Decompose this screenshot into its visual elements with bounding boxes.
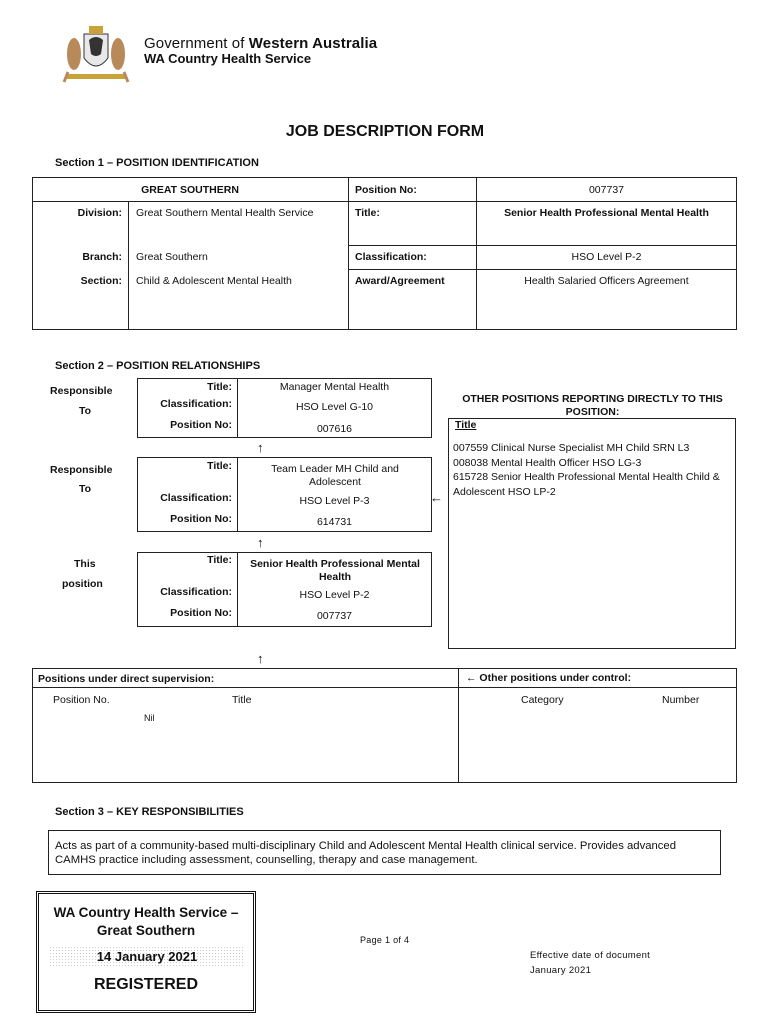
arrow-up-icon: ↑ — [257, 535, 264, 550]
division-label: Division: — [77, 207, 122, 219]
position-no-label: Position No: — [170, 607, 232, 619]
classification-value: HSO Level P-2 — [571, 251, 642, 263]
classification-label: Classification: — [160, 398, 232, 410]
this-position-title: Senior Health Professional Mental Health — [250, 558, 420, 583]
table-divider — [32, 687, 737, 688]
arrow-left-icon: ← — [466, 672, 480, 684]
classification-label: Classification: — [160, 492, 232, 504]
classification-label: Classification: — [160, 586, 232, 598]
key-responsibilities-text: Acts as part of a community-based multi-disciplinary Child and Adolescent Mental Health clinical service. Provides advanced CAMHS practice including assessment, counselling, therapy and case management. — [55, 840, 676, 866]
registered-stamp — [36, 891, 256, 1013]
table-divider — [458, 668, 459, 783]
classification-label: Classification: — [355, 251, 427, 263]
stamp-line1: WA Country Health Service – — [53, 905, 239, 920]
control-col-category: Category — [521, 694, 564, 706]
sup-col-title: Title — [232, 694, 252, 706]
list-item: 008038 Mental Health Officer HSO LG-3 — [453, 456, 642, 469]
position-label: position — [62, 578, 103, 590]
list-item: 615728 Senior Health Professional Mental Health Child & Adolescent HSO LP-2 — [453, 471, 720, 498]
manager-position-no: 007616 — [316, 423, 353, 435]
other-positions-heading: OTHER POSITIONS REPORTING DIRECTLY TO THIS POSITION: — [462, 393, 723, 418]
table-divider — [348, 245, 737, 246]
responsible-label: Responsible — [50, 464, 113, 476]
control-col-number: Number — [662, 694, 700, 706]
table-divider — [348, 269, 737, 270]
position-no-label: Position No: — [170, 513, 232, 525]
title-label: Title: — [207, 460, 232, 472]
award-label: Award/Agreement — [355, 275, 445, 287]
branch-value: Great Southern — [136, 251, 208, 263]
section2-heading: Section 2 – POSITION RELATIONSHIPS — [55, 360, 261, 372]
award-value: Health Salaried Officers Agreement — [524, 275, 689, 287]
table-divider — [128, 201, 129, 330]
supervision-table — [32, 668, 737, 783]
arrow-up-icon: ↑ — [257, 651, 264, 666]
manager-classification: HSO Level G-10 — [295, 401, 374, 413]
stamp-status: REGISTERED — [93, 976, 198, 993]
position-no-label: Position No: — [355, 184, 417, 196]
to-label: To — [79, 483, 92, 495]
title-value: Senior Health Professional Mental Health — [504, 207, 709, 219]
stamp-date: 14 January 2021 — [49, 946, 245, 968]
this-position-classification: HSO Level P-2 — [299, 589, 370, 601]
region-name: GREAT SOUTHERN — [141, 184, 239, 196]
to-label: To — [79, 405, 92, 417]
section3-heading: Section 3 – KEY RESPONSIBILITIES — [55, 806, 244, 818]
control-label: ← Other positions under control: — [466, 672, 632, 684]
team-leader-position-no: 614731 — [316, 516, 353, 528]
responsible-label: Responsible — [50, 385, 113, 397]
team-leader-title: Team Leader MH Child and Adolescent — [271, 463, 399, 488]
other-positions-list — [453, 441, 733, 499]
manager-title: Manager Mental Health — [279, 381, 390, 393]
section-value: Child & Adolescent Mental Health — [136, 275, 292, 287]
effective-date-value: January 2021 — [530, 965, 592, 976]
effective-date-label: Effective date of document — [530, 950, 651, 961]
sup-value: Nil — [144, 713, 155, 723]
government-title: Government of Western Australia — [144, 35, 378, 52]
this-label: This — [74, 558, 96, 570]
list-item: 007559 Clinical Nurse Specialist MH Child SRN L3 — [453, 442, 690, 454]
title-label: Title: — [355, 207, 380, 219]
sup-col-position-no: Position No. — [53, 694, 110, 706]
supervision-label: Positions under direct supervision: — [38, 673, 215, 685]
section1-heading: Section 1 – POSITION IDENTIFICATION — [55, 157, 259, 169]
title-label: Title: — [207, 554, 232, 566]
title-label: Title: — [207, 381, 232, 393]
wa-government-crest — [56, 24, 136, 86]
section-label: Section: — [80, 275, 122, 287]
arrow-left-icon: ← — [430, 490, 443, 505]
division-value: Great Southern Mental Health Service — [136, 207, 314, 219]
this-position-no: 007737 — [316, 610, 353, 622]
table-divider — [348, 177, 349, 330]
service-name: WA Country Health Service — [144, 51, 312, 66]
arrow-up-icon: ↑ — [257, 440, 264, 455]
stamp-line2: Great Southern — [96, 923, 196, 938]
position-no-label: Position No: — [170, 419, 232, 431]
team-leader-classification: HSO Level P-3 — [299, 495, 370, 507]
page-title: JOB DESCRIPTION FORM — [285, 123, 485, 140]
page-number: Page 1 of 4 — [360, 935, 410, 945]
other-title-label: Title — [455, 419, 477, 431]
table-divider — [32, 201, 737, 202]
branch-label: Branch: — [82, 251, 122, 263]
position-no-value: 007737 — [588, 184, 625, 196]
